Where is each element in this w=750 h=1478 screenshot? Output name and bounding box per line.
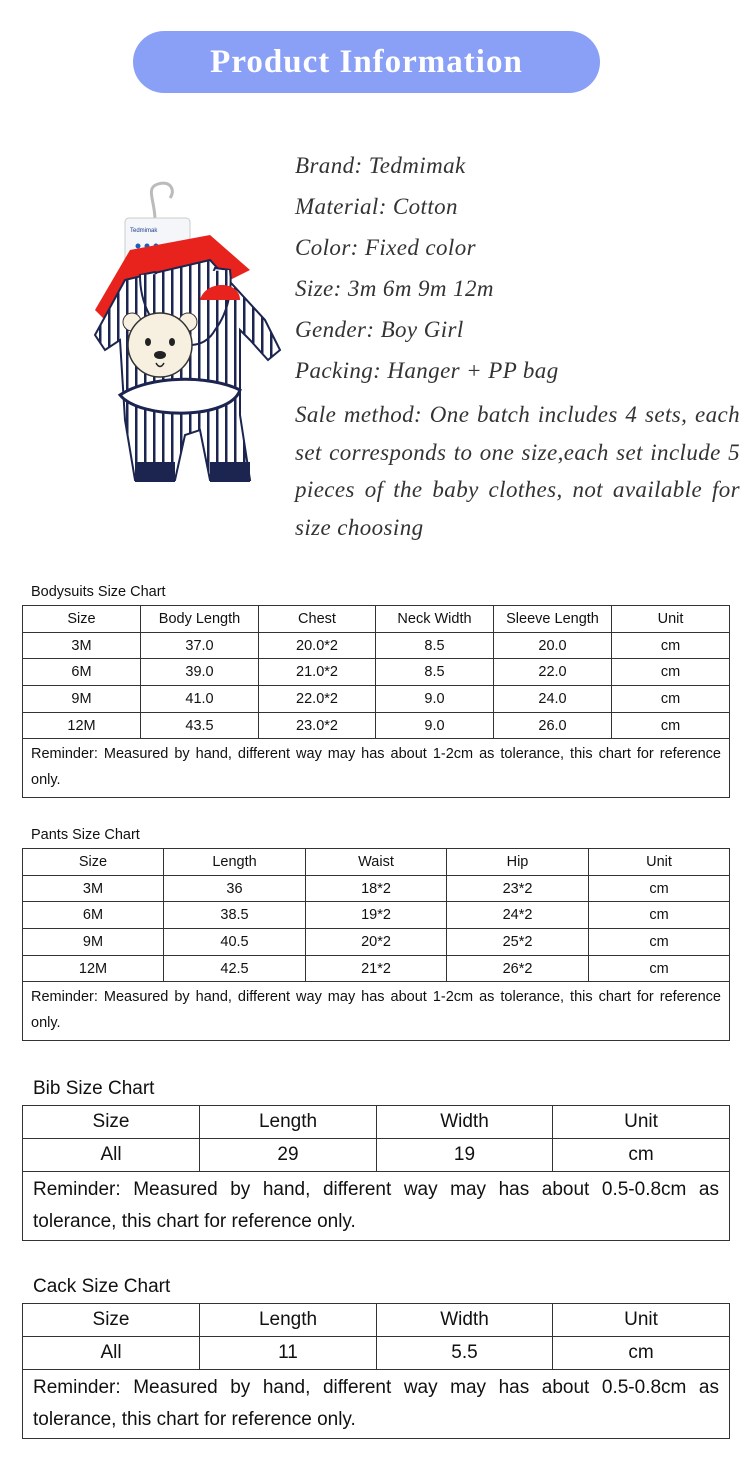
table-cell: 21.0*2 [259, 659, 376, 686]
table-cell: 18*2 [306, 875, 447, 902]
cack-reminder: Reminder: Measured by hand, different way may has about 0.5-0.8cm as tolerance, this chart for reference only. [23, 1370, 730, 1439]
pants-header-cell: Waist [306, 849, 447, 876]
table-cell: 37.0 [141, 632, 259, 659]
bib-header-cell: Length [200, 1106, 377, 1139]
bib-chart-title: Bib Size Chart [33, 1078, 155, 1099]
bib-table [22, 1105, 730, 1241]
cack-header-row [23, 1304, 730, 1337]
pants-header-cell: Length [164, 849, 306, 876]
product-image [90, 180, 290, 490]
table-cell: 8.5 [376, 632, 494, 659]
page-title-banner [133, 31, 600, 93]
table-cell: 25*2 [447, 929, 589, 956]
table-cell: 41.0 [141, 686, 259, 713]
info-sale-method: Sale method: One batch includes 4 sets, each set corresponds to one size,each set include 5 pieces of the baby clothes, not available for size choosing [295, 402, 740, 540]
table-cell: 19*2 [306, 902, 447, 929]
table-cell: cm [612, 632, 730, 659]
cack-table [22, 1303, 730, 1439]
table-cell: 36 [164, 875, 306, 902]
table-row [23, 955, 730, 982]
table-cell: 9.0 [376, 686, 494, 713]
bodysuits-chart-title: Bodysuits Size Chart [31, 584, 166, 600]
table-row [23, 686, 730, 713]
table-cell: 11 [200, 1337, 377, 1370]
table-cell: 39.0 [141, 659, 259, 686]
table-cell: 23*2 [447, 875, 589, 902]
cack-header-cell: Width [377, 1304, 553, 1337]
table-cell: 3M [23, 632, 141, 659]
bodysuits-header-cell: Body Length [141, 606, 259, 633]
table-cell: cm [553, 1337, 730, 1370]
table-cell: 6M [23, 659, 141, 686]
table-row [23, 875, 730, 902]
table-cell: 43.5 [141, 712, 259, 739]
table-cell: 19 [377, 1139, 553, 1172]
pants-reminder-row [23, 982, 730, 1041]
cack-size-chart [22, 1276, 729, 1438]
bodysuits-reminder-row [23, 739, 730, 798]
pants-table [22, 848, 730, 1041]
pants-size-chart [22, 827, 729, 1045]
pants-header-row [23, 849, 730, 876]
bib-header-cell: Width [377, 1106, 553, 1139]
table-cell: 8.5 [376, 659, 494, 686]
table-row [23, 659, 730, 686]
table-cell: 42.5 [164, 955, 306, 982]
table-cell: 20.0 [494, 632, 612, 659]
table-cell: 6M [23, 902, 164, 929]
table-cell: 20*2 [306, 929, 447, 956]
cack-header-cell: Size [23, 1304, 200, 1337]
table-cell: All [23, 1139, 200, 1172]
pants-header-cell: Unit [589, 849, 730, 876]
table-cell: cm [612, 712, 730, 739]
info-color: Color: Fixed color [295, 235, 476, 260]
table-row [23, 929, 730, 956]
table-cell: 12M [23, 955, 164, 982]
table-cell: cm [589, 902, 730, 929]
table-cell: 5.5 [377, 1337, 553, 1370]
cack-chart-title: Cack Size Chart [33, 1276, 171, 1297]
info-packing: Packing: Hanger + PP bag [295, 358, 559, 383]
table-cell: 26.0 [494, 712, 612, 739]
table-cell: 9M [23, 929, 164, 956]
pants-header-cell: Size [23, 849, 164, 876]
bodysuits-header-row [23, 606, 730, 633]
page-title: Product Information [210, 43, 523, 80]
table-cell: cm [589, 875, 730, 902]
table-cell: cm [612, 686, 730, 713]
table-row [23, 902, 730, 929]
pants-chart-title: Pants Size Chart [31, 827, 140, 843]
bib-header-cell: Size [23, 1106, 200, 1139]
bib-header-row [23, 1106, 730, 1139]
table-cell: 20.0*2 [259, 632, 376, 659]
table-cell: All [23, 1337, 200, 1370]
bodysuits-header-cell: Chest [259, 606, 376, 633]
bodysuits-reminder: Reminder: Measured by hand, different way may has about 1-2cm as tolerance, this chart for reference only. [23, 739, 730, 798]
table-cell: 23.0*2 [259, 712, 376, 739]
table-cell: 22.0*2 [259, 686, 376, 713]
bib-size-chart [22, 1078, 729, 1240]
table-cell: 21*2 [306, 955, 447, 982]
bib-header-cell: Unit [553, 1106, 730, 1139]
pants-header-cell: Hip [447, 849, 589, 876]
table-cell: 26*2 [447, 955, 589, 982]
table-cell: 12M [23, 712, 141, 739]
table-cell: 24.0 [494, 686, 612, 713]
table-cell: 29 [200, 1139, 377, 1172]
table-cell: 22.0 [494, 659, 612, 686]
table-row [23, 1139, 730, 1172]
bodysuits-header-cell: Sleeve Length [494, 606, 612, 633]
bodysuits-table [22, 605, 730, 798]
info-size: Size: 3m 6m 9m 12m [295, 276, 494, 301]
table-row [23, 712, 730, 739]
info-material: Material: Cotton [295, 194, 458, 219]
info-gender: Gender: Boy Girl [295, 317, 464, 342]
table-cell: cm [553, 1139, 730, 1172]
table-cell: 24*2 [447, 902, 589, 929]
bodysuits-size-chart [22, 584, 729, 798]
table-cell: cm [589, 929, 730, 956]
info-brand: Brand: Tedmimak [295, 153, 466, 178]
table-cell: 9.0 [376, 712, 494, 739]
bodysuits-header-cell: Unit [612, 606, 730, 633]
pants-reminder: Reminder: Measured by hand, different way may has about 1-2cm as tolerance, this chart for reference only. [23, 982, 730, 1041]
bib-reminder: Reminder: Measured by hand, different way may has about 0.5-0.8cm as tolerance, this chart for reference only. [23, 1172, 730, 1241]
bodysuits-header-cell: Size [23, 606, 141, 633]
cack-header-cell: Length [200, 1304, 377, 1337]
table-cell: cm [589, 955, 730, 982]
table-cell: 9M [23, 686, 141, 713]
bib-reminder-row [23, 1172, 730, 1241]
table-row [23, 1337, 730, 1370]
table-cell: 3M [23, 875, 164, 902]
hanger-brand-label: Tedmimak [130, 228, 158, 234]
table-cell: 40.5 [164, 929, 306, 956]
cack-header-cell: Unit [553, 1304, 730, 1337]
table-cell: 38.5 [164, 902, 306, 929]
cack-reminder-row [23, 1370, 730, 1439]
table-row [23, 632, 730, 659]
bodysuits-header-cell: Neck Width [376, 606, 494, 633]
table-cell: cm [612, 659, 730, 686]
product-info [295, 148, 740, 546]
